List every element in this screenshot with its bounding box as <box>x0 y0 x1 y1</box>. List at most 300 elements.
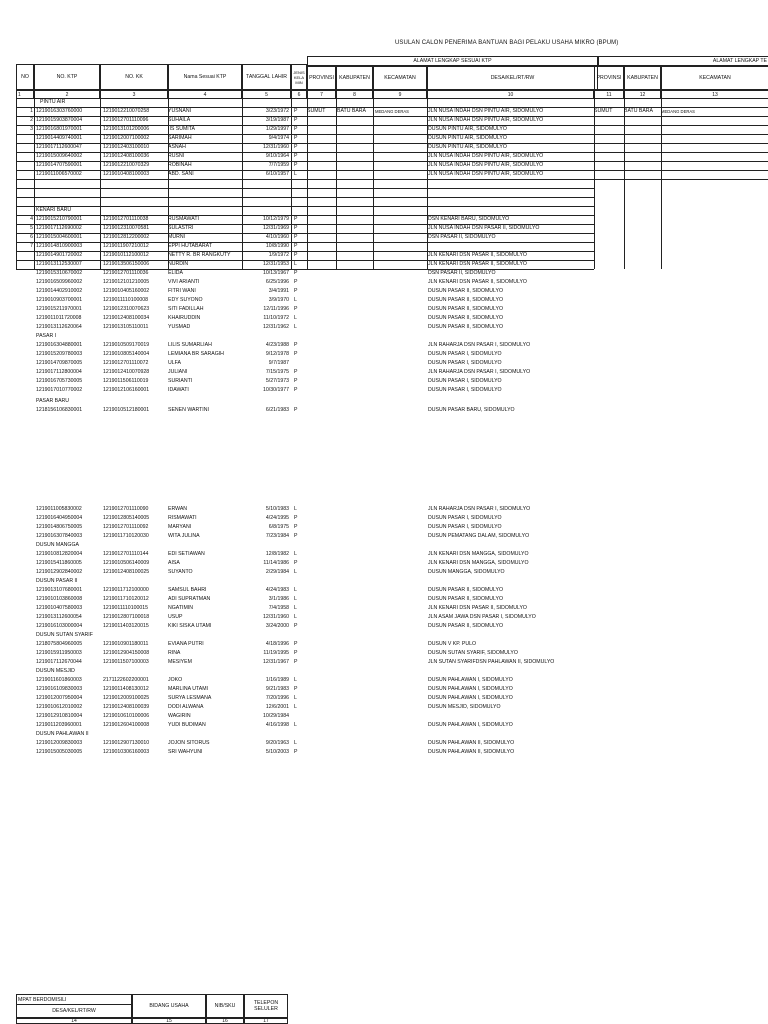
cell-tgl: 9/20/1963 <box>265 740 289 746</box>
cell-ktp: 1218075804960005 <box>36 641 83 647</box>
cell-kk: 1219011710120012 <box>103 596 149 602</box>
cell-kk: 1219012701110090 <box>103 506 149 512</box>
cell-kk: 1219010512180001 <box>103 407 150 413</box>
cell-ktp: 1219011011720008 <box>36 315 82 321</box>
cell-no: 2 <box>30 117 33 123</box>
cell-tgl: 12/31/1967 <box>263 659 289 665</box>
cell-ktp: 1219015411860005 <box>36 560 82 566</box>
cell-kk: 1219010901180011 <box>103 641 149 647</box>
cell-tgl: 7/7/1959 <box>268 162 289 168</box>
cell-kk: 1219011907210012 <box>103 243 149 249</box>
cell-jk: P <box>294 515 298 521</box>
cell-kk: 1219013101200006 <box>103 126 150 132</box>
cell-ktp: 1219014709870005 <box>36 360 83 366</box>
cell-tgl: 9/7/1987 <box>268 360 289 366</box>
cell-nama: MURNI <box>168 234 186 240</box>
cell-jk: L <box>294 324 297 330</box>
cell-jk: L <box>294 587 297 593</box>
cell-no: 7 <box>30 243 33 249</box>
cell-ktp: 1219013112600054 <box>36 614 82 620</box>
cell-nama: AISA <box>168 560 180 566</box>
cell-desa: DUSUN PASAR I, SIDOMULYO <box>428 360 502 366</box>
cell-nama: JULIANI <box>168 369 188 375</box>
cell-jk: P <box>294 279 298 285</box>
cell-ktp: 1219014806750005 <box>36 524 83 530</box>
header-num: 6 <box>291 90 307 99</box>
cell-kk: 1219012701110096 <box>103 117 149 123</box>
header-num: 9 <box>373 90 427 99</box>
header-provinsi-2: PROVINSI <box>594 66 624 90</box>
cell-kk: 1219011506110019 <box>103 378 149 384</box>
cell-ktp: 1219010612010002 <box>36 704 83 710</box>
cell-tgl: 6/25/1996 <box>265 279 289 285</box>
grid-vline <box>307 98 308 269</box>
bottom-num: 14 <box>16 1018 132 1024</box>
cell-tgl: 12/31/1960 <box>263 144 289 150</box>
cell-tgl: 9/12/1978 <box>265 351 289 357</box>
cell-ktp: 1219012910810004 <box>36 713 83 719</box>
cell-kk: 1219012210070329 <box>103 162 150 168</box>
cell-nama: SUHAILA <box>168 117 191 123</box>
cell-ktp: 1219017112800004 <box>36 369 82 375</box>
cell-ktp: 1219016509960002 <box>36 279 83 285</box>
cell-desa: JLN NUSA INDAH DSN PINTU AIR, SIDOMULYO <box>428 108 544 114</box>
bottom-table-fragment <box>16 994 288 1024</box>
grid-vline <box>100 98 101 269</box>
cell-tgl: 6/8/1975 <box>268 524 289 530</box>
header-num: 12 <box>624 90 661 99</box>
cell-desa: DUSUN PEMATANG DALAM, SIDOMULYO <box>428 533 530 539</box>
cell-nama: KIKI SISKA UTAMI <box>168 623 212 629</box>
cell-desa: DUSUN PASAR II, SIDOMULYO <box>428 315 504 321</box>
cell-nama: SENEN WARTINI <box>168 407 209 413</box>
cell-ktp: 1219014402910002 <box>36 288 83 294</box>
cell-nama: SURIANTI <box>168 378 193 384</box>
cell-kk: 1219012604100008 <box>103 722 150 728</box>
header-kabupaten: KABUPATEN <box>336 66 373 90</box>
cell-jk: P <box>294 659 298 665</box>
cell-jk: P <box>294 252 298 258</box>
cell-jk: P <box>294 342 298 348</box>
grid-vline <box>661 98 662 269</box>
cell-ktp: 1219013112530007 <box>36 261 82 267</box>
cell-tgl: 7/4/1958 <box>268 605 289 611</box>
cell-jk: L <box>294 297 297 303</box>
cell-jk: P <box>294 560 298 566</box>
cell-jk: L <box>294 171 297 177</box>
cell-nama: SAMSUL BAHRI <box>168 587 207 593</box>
cell-tgl: 11/19/1995 <box>263 650 289 656</box>
cell-nama: RISMAWATI <box>168 515 197 521</box>
cell-ktp: 1219017112690002 <box>36 225 82 231</box>
cell-tgl: 10/12/1979 <box>263 216 289 222</box>
cell-tgl: 10/30/1977 <box>263 387 289 393</box>
cell-tgl: 12/31/1962 <box>263 324 289 330</box>
cell-ktp: 1219015210790001 <box>36 216 83 222</box>
cell-kk: 1219012106160001 <box>103 387 150 393</box>
cell-jk: P <box>294 641 298 647</box>
cell-ktp: 1219015009640002 <box>36 153 83 159</box>
cell-desa: JLN NUSA INDAH DSN PINTU AIR, SIDOMULYO <box>428 171 544 177</box>
cell-tgl: 1/9/1972 <box>268 252 289 258</box>
cell-tgl: 3/23/1972 <box>265 108 289 114</box>
cell-ktp: 1219016404950004 <box>36 515 83 521</box>
cell-kk: 1219011710120030 <box>103 533 149 539</box>
cell-kk: 1219012403100010 <box>103 144 150 150</box>
cell-ktp: 1219010103860008 <box>36 596 83 602</box>
cell-ktp: 1219012902840002 <box>36 569 83 575</box>
cell-kk: 1219011110100008 <box>103 297 149 303</box>
cell-kk: 1219012701110144 <box>103 551 149 557</box>
cell-kec: MEDANG DERAS <box>375 109 409 114</box>
cell-ktp: 1219010812820004 <box>36 551 83 557</box>
cell-ktp: 1219011006570002 <box>36 171 82 177</box>
grid-vline <box>291 98 292 269</box>
cell-kk: 1219012812200002 <box>103 234 150 240</box>
bottom-num: 15 <box>132 1018 206 1024</box>
cell-kk: 1219013105110011 <box>103 324 149 330</box>
cell-jk: L <box>294 677 297 683</box>
cell-kk: 2171122602200001 <box>103 677 149 683</box>
cell-jk: P <box>294 650 298 656</box>
cell-desa: DSN PASAR II, SIDOMULYO <box>428 270 496 276</box>
cell-ktp: 1219014901720002 <box>36 252 83 258</box>
cell-nama: MESIYEM <box>168 659 192 665</box>
cell-nama: ULFA <box>168 360 181 366</box>
header-num: 13 <box>661 90 768 99</box>
cell-nama: SUYANTO <box>168 569 193 575</box>
cell-jk: L <box>294 722 297 728</box>
cell-nama: SURYA LESMANA <box>168 695 212 701</box>
cell-tgl: 3/24/2000 <box>265 623 289 629</box>
cell-nama: WITA JULINA <box>168 533 200 539</box>
cell-kk: 1219013506150006 <box>103 261 150 267</box>
header-num: 10 <box>427 90 594 99</box>
cell-kk: 1219010805140004 <box>103 351 150 357</box>
document-title: USULAN CALON PENERIMA BANTUAN BAGI PELAKU USAHA MIKRO (BPUM) <box>395 40 619 46</box>
cell-jk: P <box>294 162 298 168</box>
cell-ktp: 1219016103000004 <box>36 623 83 629</box>
cell-kk: 1219011403120015 <box>103 623 149 629</box>
cell-kk: 1219012907130010 <box>103 740 150 746</box>
cell-ktp: 1219014707590001 <box>36 162 83 168</box>
cell-desa: JLN RAHARJA DSN PASAR I, SIDOMULYO <box>428 369 531 375</box>
cell-ktp: 1219017112600047 <box>36 144 82 150</box>
cell-jk: P <box>294 378 298 384</box>
cell-nama: NGATIMIN <box>168 605 193 611</box>
cell-nama: LILIS SUMARLIAH <box>168 342 212 348</box>
cell-tgl: 3/9/1970 <box>268 297 289 303</box>
cell-kk: 1219011110100015 <box>103 605 149 611</box>
cell-tgl: 12/6/2001 <box>265 704 289 710</box>
cell-kk: 1219012310070581 <box>103 225 150 231</box>
header-desa: DESA/KEL/RT/RW <box>427 66 598 90</box>
cell-tgl: 12/31/1953 <box>263 261 289 267</box>
header-num: 7 <box>307 90 336 99</box>
cell-jk: L <box>294 605 297 611</box>
cell-nama: RINA <box>168 650 181 656</box>
cell-desa: JLN KENARI DSN PASAR II, SIDOMULYO <box>428 261 527 267</box>
cell-kk: 1219012101210005 <box>103 279 150 285</box>
cell-nama: NURDIN <box>168 261 189 267</box>
cell-nama: ABD. SANI <box>168 171 194 177</box>
cell-kk: 1219011712100000 <box>103 587 149 593</box>
cell-ktp: 1219011203960001 <box>36 722 82 728</box>
header-kk: NO. KK <box>100 64 168 90</box>
cell-ktp: 1219015209780003 <box>36 351 83 357</box>
header-num: 3 <box>100 90 168 99</box>
cell-tgl: 5/10/1983 <box>265 506 289 512</box>
grid-vline <box>34 98 35 269</box>
cell-ktp: 1219011005830002 <box>36 506 82 512</box>
cell-nama: MARLINA UTAMI <box>168 686 208 692</box>
cell-jk: P <box>294 153 298 159</box>
cell-desa: DUSUN PASAR I, SIDOMULYO <box>428 524 502 530</box>
cell-nama: YUSMAD <box>168 324 191 330</box>
cell-ktp: 1219012007950004 <box>36 695 83 701</box>
cell-nama: FITRI WANI <box>168 288 196 294</box>
cell-jk: P <box>294 623 298 629</box>
cell-jk: P <box>294 288 298 294</box>
header-kecamatan: KECAMATAN <box>373 66 427 90</box>
group-label: PASAR BARU <box>36 398 70 404</box>
cell-jk: P <box>294 387 298 393</box>
cell-nama: IDAWATI <box>168 387 189 393</box>
cell-tgl: 9/21/1983 <box>265 686 289 692</box>
cell-nama: YUDI BUDIMAN <box>168 722 206 728</box>
header-provinsi: PROVINSI <box>307 66 336 90</box>
cell-tgl: 10/13/1967 <box>263 270 289 276</box>
cell-jk: P <box>294 108 298 114</box>
cell-desa: DUSUN PASAR I, SIDOMULYO <box>428 378 502 384</box>
cell-desa: DUSUN V KP. PULO <box>428 641 477 647</box>
cell-kk: 1219010408100003 <box>103 171 150 177</box>
cell-nama: SRI WAHYUNI <box>168 749 203 755</box>
cell-desa: JLN ASAM JAWA DSN PASAR I, SIDOMULYO <box>428 614 536 620</box>
cell-kk: 1219012310070623 <box>103 306 150 312</box>
cell-tgl: 10/29/1984 <box>263 713 289 719</box>
cell-jk: L <box>294 315 297 321</box>
cell-jk: P <box>294 686 298 692</box>
header-num: 4 <box>168 90 242 99</box>
group-label: DUSUN MESJID <box>36 668 75 674</box>
cell-kk: 1219010506140009 <box>103 560 150 566</box>
cell-tgl: 3/1/1986 <box>268 596 289 602</box>
cell-kk: 1219012007100002 <box>103 135 150 141</box>
cell-ktp: 1219016307840003 <box>36 533 83 539</box>
cell-nama: ELIDA <box>168 270 183 276</box>
cell-desa: DUSUN PAHLAWAN II, SIDOMULYO <box>428 740 515 746</box>
cell-kk: 1219012701110092 <box>103 524 149 530</box>
cell-no: 5 <box>30 225 33 231</box>
cell-desa: JLN NUSA INDAH DSN PINTU AIR, SIDOMULYO <box>428 117 544 123</box>
cell-tgl: 3/4/1991 <box>268 288 289 294</box>
cell-tgl: 12/31/1969 <box>263 225 289 231</box>
cell-kk: 1219012408100039 <box>103 704 150 710</box>
cell-jk: L <box>294 596 297 602</box>
cell-desa: DUSUN MANGGA, SIDOMULYO <box>428 569 505 575</box>
group-label: KENARI BARU <box>36 207 72 213</box>
cell-nama: EDY SUYONO <box>168 297 203 303</box>
group-label: DUSUN PASAR II <box>36 578 78 584</box>
cell-ktp: 1219017112670044 <box>36 659 82 665</box>
cell-ktp: 1219015310670002 <box>36 270 83 276</box>
cell-ktp: 1219016304880001 <box>36 342 83 348</box>
cell-tgl: 1/29/1997 <box>265 126 289 132</box>
cell-ktp: 1219012009830003 <box>36 740 83 746</box>
cell-tgl: 9/10/1964 <box>265 153 289 159</box>
cell-jk: P <box>294 270 298 276</box>
bottom-num: 17 <box>244 1018 288 1024</box>
header-alamat-tempat: ALAMAT LENGKAP TE <box>598 56 768 66</box>
cell-jk: P <box>294 407 298 413</box>
cell-nama: ERWAN <box>168 506 188 512</box>
bottom-nib: NIB/SKU <box>206 994 244 1018</box>
cell-jk: L <box>294 551 297 557</box>
cell-jk: P <box>294 216 298 222</box>
cell-ktp: 1219015005030005 <box>36 749 83 755</box>
cell-desa: DUSUN PINTU AIR, SIDOMULYO <box>428 126 507 132</box>
cell-jk: P <box>294 243 298 249</box>
cell-kk: 1219012410070928 <box>103 369 150 375</box>
header-no: NO <box>16 64 34 90</box>
cell-desa: JLN NUSA INDAH DSN PINTU AIR, SIDOMULYO <box>428 153 544 159</box>
cell-jk: L <box>294 261 297 267</box>
bottom-title: MPAT BERDOMISILI <box>16 994 132 1004</box>
grid-hline <box>16 188 594 189</box>
cell-ktp: 1219014409740001 <box>36 135 83 141</box>
cell-desa: DUSUN PAHLAWAN I, SIDOMULYO <box>428 686 513 692</box>
cell-ktp: 1219016109830003 <box>36 686 83 692</box>
cell-desa: DUSUN PASAR I, SIDOMULYO <box>428 351 502 357</box>
cell-ktp: 1219016303760000 <box>36 108 83 114</box>
cell-kab: BATU BARA <box>337 108 367 114</box>
cell-no: 1 <box>30 108 33 114</box>
cell-kab2: BATU BARA <box>624 108 654 114</box>
cell-tgl: 3/19/1987 <box>265 117 289 123</box>
cell-nama: USUP <box>168 614 183 620</box>
header-nama: Nama Sesuai KTP <box>168 64 242 90</box>
cell-desa: DUSUN PAHLAWAN I, SIDOMULYO <box>428 722 513 728</box>
cell-jk: P <box>294 533 298 539</box>
cell-desa: DSN KENARI BARU, SIDOMULYO <box>428 216 510 222</box>
cell-jk: P <box>294 369 298 375</box>
cell-tgl: 7/15/1975 <box>265 369 289 375</box>
header-num: 5 <box>242 90 291 99</box>
cell-ktp: 1219013107680001 <box>36 587 83 593</box>
cell-kk: 1219011408130012 <box>103 686 149 692</box>
cell-desa: DUSUN PASAR II, SIDOMULYO <box>428 288 504 294</box>
cell-nama: DODI ALWANA <box>168 704 204 710</box>
cell-tgl: 1/16/1989 <box>265 677 289 683</box>
cell-desa: DUSUN PINTU AIR, SIDOMULYO <box>428 135 507 141</box>
cell-ktp: 1219014810900003 <box>36 243 83 249</box>
cell-jk: L <box>294 740 297 746</box>
cell-tgl: 5/27/1973 <box>265 378 289 384</box>
cell-kk: 1219010509170019 <box>103 342 150 348</box>
cell-ktp: 1219015903870004 <box>36 117 83 123</box>
cell-jk: P <box>294 117 298 123</box>
grid-hline <box>16 98 768 99</box>
header-kabupaten-2: KABUPATEN <box>624 66 661 90</box>
cell-kk: 1219010112100012 <box>103 252 149 258</box>
cell-kk: 1219011507100003 <box>103 659 149 665</box>
header-alamat-ktp: ALAMAT LENGKAP SESUAI KTP <box>307 56 598 66</box>
cell-desa: JLN RAHARJA DSN PASAR I, SIDOMULYO <box>428 342 531 348</box>
cell-desa: DUSUN PASAR BARU, SIDOMULYO <box>428 407 515 413</box>
cell-ktp: 1219015211970001 <box>36 306 82 312</box>
cell-jk: P <box>294 306 298 312</box>
cell-tgl: 4/23/1988 <box>265 342 289 348</box>
cell-ktp: 1219010407580003 <box>36 605 83 611</box>
cell-kk: 1219010405160002 <box>103 288 150 294</box>
cell-kk: 1219012408100034 <box>103 315 150 321</box>
grid-vline <box>624 98 625 269</box>
cell-desa: DUSUN PINTU AIR, SIDOMULYO <box>428 144 507 150</box>
header-jenis-kelamin: JENIS KELA MIN <box>291 64 307 90</box>
cell-kk: 1219012408100025 <box>103 569 150 575</box>
cell-jk: P <box>294 749 298 755</box>
header-kecamatan-2: KECAMATAN <box>661 66 768 90</box>
cell-jk: P <box>294 524 298 530</box>
cell-nama: LEMIANA BR SARAGIH <box>168 351 224 357</box>
grid-hline <box>16 206 594 207</box>
cell-prov: SUMUT <box>307 108 326 114</box>
cell-nama: KHAIRUDDIN <box>168 315 201 321</box>
cell-kk: 1219012904150008 <box>103 650 150 656</box>
cell-desa: DUSUN PASAR II, SIDOMULYO <box>428 623 504 629</box>
group-label: DUSUN MANGGA <box>36 542 79 548</box>
cell-tgl: 4/24/1983 <box>265 587 289 593</box>
cell-desa: DUSUN PASAR II, SIDOMULYO <box>428 587 504 593</box>
cell-jk: P <box>294 126 298 132</box>
cell-tgl: 4/18/1996 <box>265 641 289 647</box>
bottom-telp: TELEPON SELULER <box>244 994 288 1018</box>
cell-nama: SITI FADILLAH <box>168 306 204 312</box>
cell-ktp: 1218156106830001 <box>36 407 83 413</box>
cell-nama: RUSNI <box>168 153 185 159</box>
cell-desa: DUSUN PASAR I, SIDOMULYO <box>428 387 502 393</box>
cell-desa: JLN KENARI DSN PASAR II, SIDOMULYO <box>428 252 527 258</box>
cell-ktp: 1219015911950003 <box>36 650 82 656</box>
cell-desa: DUSUN PAHLAWAN I, SIDOMULYO <box>428 677 513 683</box>
cell-kk: 1219010306160003 <box>103 749 150 755</box>
header-num: 8 <box>336 90 373 99</box>
header-num: 1 <box>16 90 34 99</box>
cell-desa: JLN NUSA INDAH DSN PASAR II, SIDOMULYO <box>428 225 540 231</box>
cell-desa: DUSUN SUTAN SYARIF, SIDOMULYO <box>428 650 518 656</box>
cell-nama: JOKO <box>168 677 183 683</box>
cell-tgl: 9/4/1974 <box>268 135 289 141</box>
cell-nama: EVIANA PUTRI <box>168 641 204 647</box>
cell-kk: 1219010610100006 <box>103 713 150 719</box>
cell-jk: P <box>294 135 298 141</box>
group-label: DUSUN PAHLAWAN II <box>36 731 89 737</box>
cell-ktp: 1219011601860003 <box>36 677 82 683</box>
cell-jk: L <box>294 614 297 620</box>
cell-desa: DUSUN PAHLAWAN II, SIDOMULYO <box>428 749 515 755</box>
cell-kk: 1219012807100018 <box>103 614 150 620</box>
cell-kk: 1219012701110072 <box>103 360 149 366</box>
cell-nama: EPPI HUTABARAT <box>168 243 212 249</box>
cell-jk: L <box>294 506 297 512</box>
cell-kk: 1219012701110036 <box>103 270 149 276</box>
cell-prov2: SUMUT <box>594 108 613 114</box>
cell-tgl: 7/23/1984 <box>265 533 289 539</box>
cell-tgl: 12/11/1996 <box>263 306 289 312</box>
bottom-num: 16 <box>206 1018 244 1024</box>
cell-ktp: 1219015004600001 <box>36 234 83 240</box>
